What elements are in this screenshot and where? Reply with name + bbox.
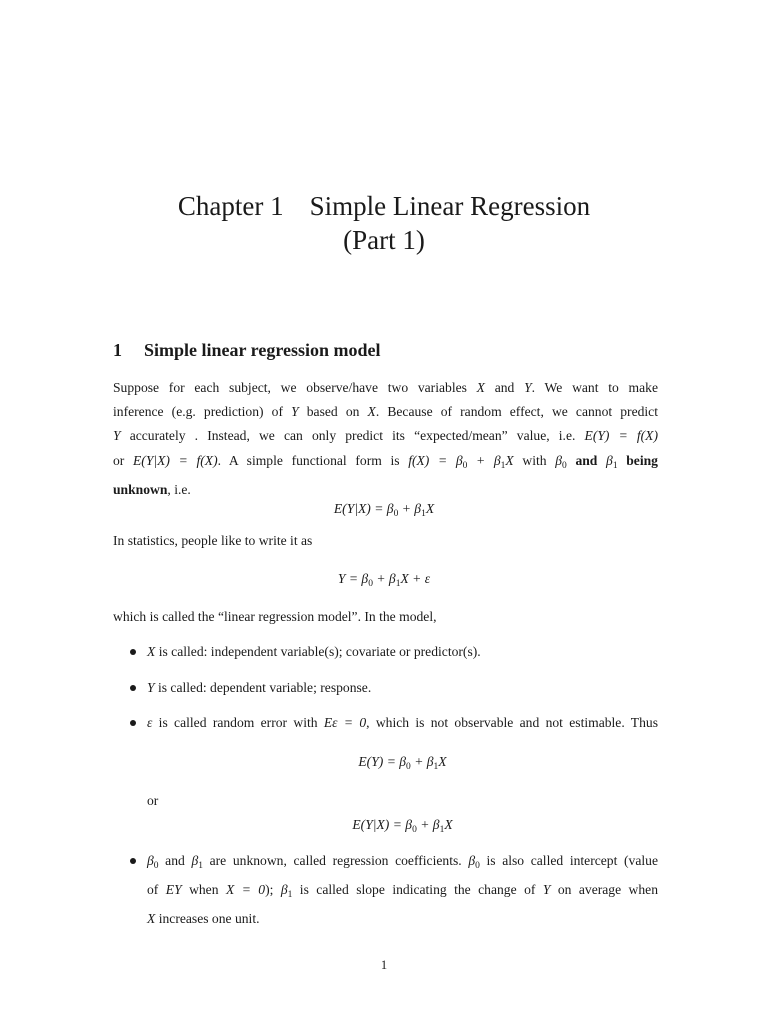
intro-paragraph [113,376,658,502]
bullet-dot [130,858,136,864]
intro-line-4: or E(Y|X) = f(X). A simple functional form is $f(X) = \beta_0 + \beta_1X$ with $\beta_0$ and $\beta_1$ being [113,452,658,471]
or-text: or [147,793,159,808]
intro-line-2: inference (e.g. prediction) of Y based on X. Because of random effect, we cannot predict [113,404,658,420]
chapter-title-text: Simple Linear Regression [309,191,591,221]
chapter-title-line-2: (Part 1) [343,225,425,255]
chapter-label: Chapter 1 [177,191,284,221]
bullet-dot [130,720,136,726]
chapter-title [0,189,768,257]
chapter-title-line-1 [0,189,768,223]
intro-line-5: unknown, i.e. [113,481,191,497]
intro-line-3: Y accurately . Instead, we can only predict its “expected/mean” value, i.e. E(Y) = f(X) [113,428,658,444]
page-number: 1 [380,958,388,972]
equation-regression-model: $Y = \beta_0 + \beta_1X + \varepsilon$ [337,571,431,589]
statistics-sentence: In statistics, people like to write it as [113,533,313,548]
intro-line-1: Suppose for each subject, we observe/have two variables X and Y. We want to make [113,380,658,395]
bullet-dot [130,649,136,655]
equation-expected-y-given-x: $E(Y|X) = \beta_0 + \beta_1X$ [352,817,453,835]
bullet-regression-coefficients: $\beta_0$ and $\beta_1$ are unknown, called regression coefficients. $\beta_0$ is also called intercept (value of EY when X = 0); $\beta_1$ is called slope indicating the change of Y on average when X increases one unit. [130,849,658,924]
equation-expected-y: $E(Y) = \beta_0 + \beta_1X$ [358,754,447,772]
equation-conditional-mean: $E(Y|X) = \beta_0 + \beta_1X$ [333,501,435,519]
bullet-dot [130,685,136,691]
model-sentence: which is called the “linear regression model”. In the model, [113,609,437,624]
section-number: 1 [113,340,122,360]
document-page: Chapter 1 Simple Linear Regression (Part 1) 1 Simple linear regression model Suppose for each subject, we observe/have two variables X and Y. We want to make inference (e.g. prediction) of Y based on X. Because of random effect, we cannot predict Y accurately . Instead, we can only predict its “expected/mean” value, i.e. E(Y) = f(X) or E(Y|X) = f(X). A simple functional form is $f(X) = \beta_0 + \beta_1X$ with $\beta_0$ and $\beta_1$ being unknown, i.e. $E(Y|X) = \beta_0 + \beta_1X$ In statistics, people like to write it as $Y = \beta_0 + \beta_1X + \varepsilon$ which is called the “linear regression model”. In the model, X is called: independent variable(s); covariate or predictor(s). Y is called: dependent variable; response. ε is called random error with Eε = 0, which is not observable and not estimable. Thus $E(Y) = \beta_0 + \beta_1X$ or $E(Y|X) = \beta_0 + \beta_1X$ $\beta_0$ and $\beta_1$ are unknown, called regression coefficients. $\beta_0$ is also called intercept (value of EY when X = 0); $\beta_1$ is called slope indicating the change of Y on average when X increases one unit. 1 [0,0,768,1024]
section-title: Simple linear regression model [144,340,381,360]
section-heading [113,339,381,361]
